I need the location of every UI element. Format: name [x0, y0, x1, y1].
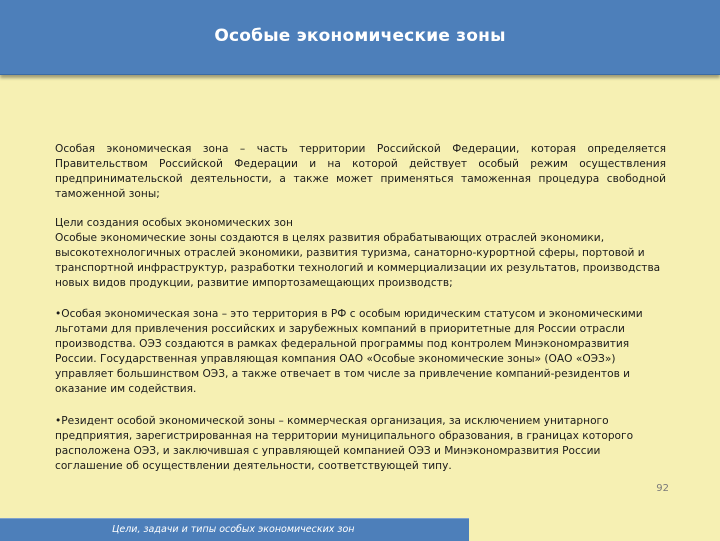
slide-title: Особые экономические зоны [214, 26, 506, 46]
slide-body [55, 142, 666, 474]
footer-caption: Цели, задачи и типы особых экономических зон [112, 524, 355, 535]
definition-paragraph: Особая экономическая зона – часть территории Российской Федерации, которая определяется Правительством Российской Федерации и на которой действует особый режим осуществления предпринимательской деятельности, а также может применяться таможенная процедура свободной таможенной зоны; [55, 143, 666, 200]
sez-bullet-paragraph: •Особая экономическая зона – это территория в РФ с особым юридическим статусом и экономическими льготами для привлечения российских и зарубежных компаний в приоритетные для России отрасли производства. ОЭЗ создаются в рамках федеральной программы под контролем Минэкономразвития России. Государственная управляющая компания ОАО «Особые экономические зоны» (ОАО «ОЭЗ») управляет большинством ОЭЗ, а также отвечает в том числе за привлечение компаний-резидентов и оказание им содействия. [55, 308, 643, 395]
title-bar [0, 0, 720, 75]
resident-bullet-paragraph: •Резидент особой экономической зоны – коммерческая организация, за исключением унитарного предприятия, зарегистрированная на территории муниципального образования, в границах которого расположена ОЭЗ, и заключившая с управляющей компанией ОЭЗ и Минэкономразвития России соглашение об осуществлении деятельности, соответствующей типу. [55, 415, 634, 472]
goals-heading: Цели создания особых экономических зон [55, 217, 293, 229]
goals-paragraph: Особые экономические зоны создаются в целях развития обрабатывающих отраслей экономики, высокотехнологичных отраслей экономики, развития туризма, санаторно-курортной сферы, портовой и транспортной инфраструктур, разработки технологий и коммерциализации их результатов, производства новых видов продукции, развитие импортозамещающих производств; [55, 232, 661, 289]
page-number: 92 [656, 483, 669, 494]
footer-bar [0, 518, 469, 541]
